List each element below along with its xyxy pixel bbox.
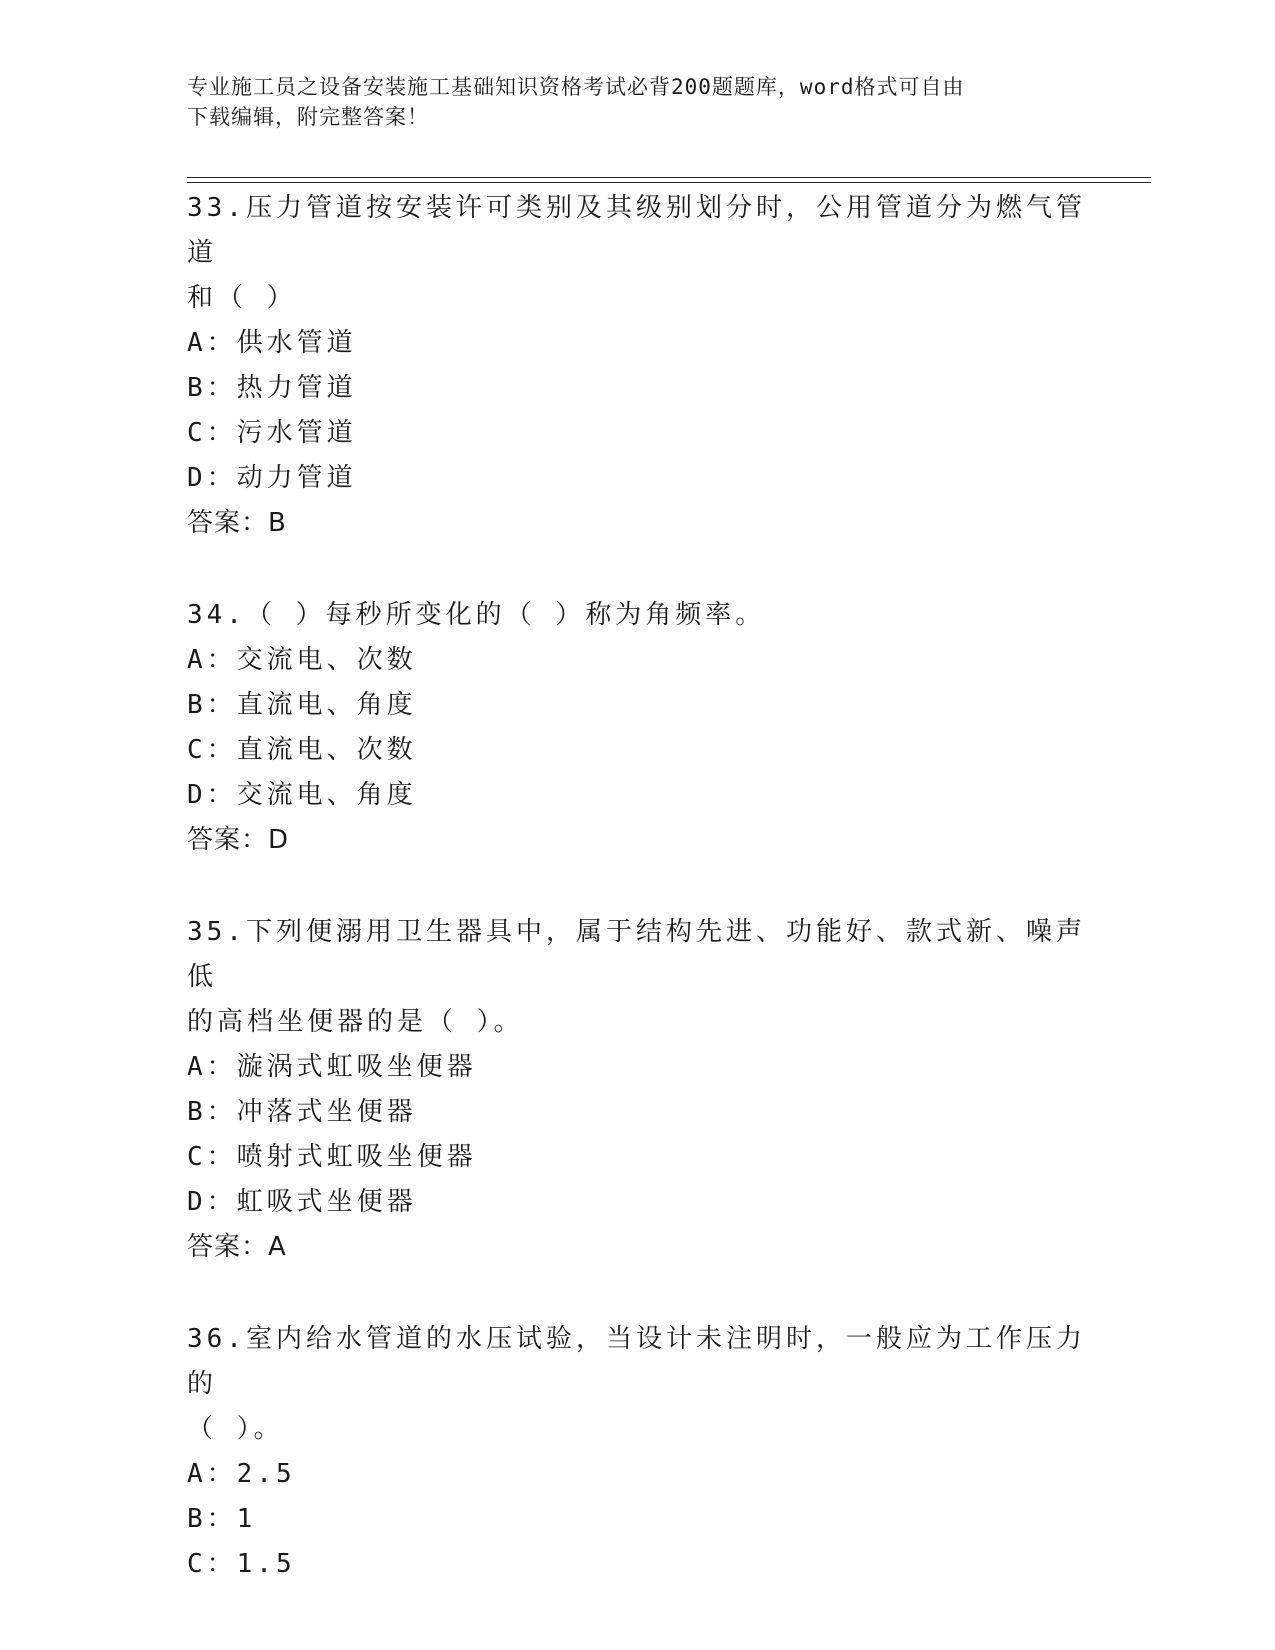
question-stem-line: 35.下列便溺用卫生器具中，属于结构先进、功能好、款式新、噪声低 <box>187 917 1086 992</box>
header-line-2: 下载编辑，附完整答案！ <box>187 105 429 129</box>
option-a: A：2.5 <box>187 1459 296 1489</box>
option-b: B：直流电、角度 <box>187 690 417 720</box>
document-header <box>187 72 1087 132</box>
option-d: D：动力管道 <box>187 463 357 493</box>
option-a: A：交流电、次数 <box>187 645 417 675</box>
question-stem-line: 的高档坐便器的是（ ）。 <box>187 1007 524 1037</box>
question-stem-line: （ ）。 <box>187 1414 284 1444</box>
option-a: A：供水管道 <box>187 328 357 358</box>
option-c: C：1.5 <box>187 1549 296 1579</box>
option-c: C：污水管道 <box>187 418 357 448</box>
option-d: D：交流电、角度 <box>187 780 417 810</box>
option-d: D：虹吸式坐便器 <box>187 1187 417 1217</box>
question-item <box>187 593 1087 863</box>
question-stem-line: 和（ ） <box>187 283 297 313</box>
option-a: A：漩涡式虹吸坐便器 <box>187 1052 477 1082</box>
option-b: B：冲落式坐便器 <box>187 1097 417 1127</box>
question-stem-line: 34.（ ）每秒所变化的（ ）称为角频率。 <box>187 600 766 630</box>
answer-line: 答案：B <box>187 508 287 538</box>
question-item <box>187 1317 1087 1587</box>
question-stem-line: 36.室内给水管道的水压试验，当设计未注明时，一般应为工作压力的 <box>187 1324 1086 1399</box>
header-line-1: 专业施工员之设备安装施工基础知识资格考试必背200题题库，word格式可自由 <box>187 75 965 99</box>
header-divider-top <box>187 177 1151 178</box>
option-b: B：热力管道 <box>187 373 357 403</box>
option-c: C：直流电、次数 <box>187 735 417 765</box>
header-divider-bottom <box>187 182 1151 183</box>
question-stem-line: 33.压力管道按安装许可类别及其级别划分时，公用管道分为燃气管道 <box>187 193 1086 268</box>
question-item <box>187 910 1087 1270</box>
option-b: B：1 <box>187 1504 257 1534</box>
question-list <box>187 186 1087 1634</box>
answer-line: 答案：A <box>187 1232 287 1262</box>
question-item <box>187 186 1087 546</box>
option-c: C：喷射式虹吸坐便器 <box>187 1142 477 1172</box>
answer-line: 答案：D <box>187 825 290 855</box>
